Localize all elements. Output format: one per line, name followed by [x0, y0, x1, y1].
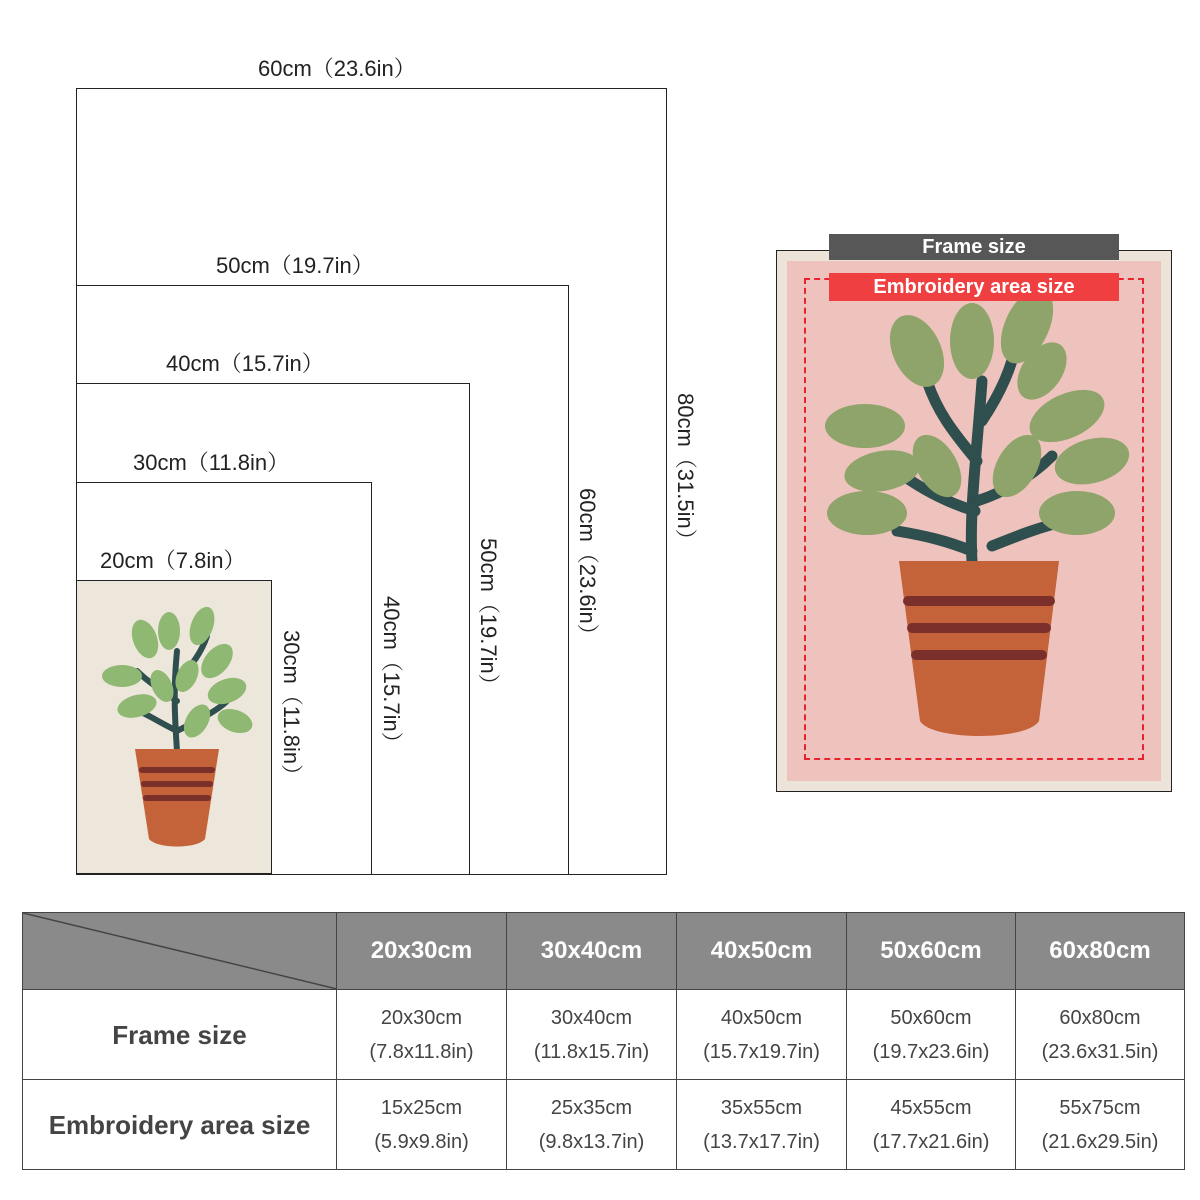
cell-in: (13.7x17.7in) — [703, 1130, 820, 1153]
frame-20x30-width-label: 20cm（7.8in） — [100, 548, 246, 573]
cell-cm: 55x75cm — [1059, 1096, 1141, 1119]
embroidery-area-size-tag: Embroidery area size — [829, 273, 1119, 301]
cell-in: (5.9x9.8in) — [374, 1130, 469, 1153]
row-label: Embroidery area size — [23, 1080, 337, 1170]
table-cell — [507, 990, 677, 1080]
plant-artwork-small — [77, 581, 272, 874]
cell-cm: 50x60cm — [890, 1006, 972, 1029]
cell-in: (21.6x29.5in) — [1041, 1130, 1159, 1153]
cell-cm: 40x50cm — [720, 1006, 803, 1029]
cell-in: (9.8x13.7in) — [538, 1130, 645, 1153]
frame-50x60-width-label: 50cm（19.7in） — [216, 253, 374, 278]
frame-40x50-width-label: 40cm（15.7in） — [166, 351, 324, 376]
table-cell — [677, 990, 847, 1080]
frame-60x80-height-label: 80cm（31.5in） — [673, 393, 698, 551]
table-header: 40x50cm — [677, 913, 847, 990]
cell-cm: 35x55cm — [720, 1096, 803, 1119]
table-cell — [337, 990, 507, 1080]
table-cell — [1016, 990, 1185, 1080]
table-header: 30x40cm — [507, 913, 677, 990]
cell-in: (15.7x19.7in) — [703, 1040, 820, 1063]
table-cell — [677, 1080, 847, 1170]
cell-in: (17.7x21.6in) — [872, 1130, 990, 1153]
table-header: 20x30cm — [337, 913, 507, 990]
frame-40x50-height-label: 50cm（19.7in） — [476, 538, 501, 696]
cell-cm: 25x35cm — [550, 1096, 633, 1119]
frame-60x80-width-label: 60cm（23.6in） — [258, 56, 416, 81]
table-header: 60x80cm — [1016, 913, 1185, 990]
table-header: 50x60cm — [847, 913, 1016, 990]
size-table — [22, 912, 1185, 1170]
cell-cm: 15x25cm — [380, 1096, 463, 1119]
table-row-frame-size — [23, 990, 1185, 1080]
frame-20x30-height-label: 30cm（11.8in） — [279, 630, 304, 787]
table-corner-cell — [23, 913, 337, 990]
cell-cm: 60x80cm — [1059, 1006, 1141, 1029]
frame-size-tag: Frame size — [829, 234, 1119, 260]
cell-cm: 30x40cm — [550, 1006, 633, 1029]
row-label: Frame size — [23, 990, 337, 1080]
table-cell — [847, 1080, 1016, 1170]
cell-in: (19.7x23.6in) — [872, 1040, 990, 1063]
cell-in: (11.8x15.7in) — [533, 1040, 650, 1063]
cell-cm: 20x30cm — [380, 1006, 463, 1029]
table-cell — [847, 990, 1016, 1080]
embroidery-area-outline — [804, 278, 1144, 760]
frame-50x60-height-label: 60cm（23.6in） — [575, 488, 600, 646]
frame-30x40-width-label: 30cm（11.8in） — [133, 450, 290, 475]
table-cell — [507, 1080, 677, 1170]
cell-in: (23.6x31.5in) — [1041, 1040, 1159, 1063]
table-cell — [337, 1080, 507, 1170]
frame-20x30-artwork — [76, 580, 272, 874]
cell-cm: 45x55cm — [890, 1096, 972, 1119]
cell-in: (7.8x11.8in) — [369, 1040, 474, 1063]
corner-diagonal-line — [23, 913, 337, 989]
frame-30x40-height-label: 40cm（15.7in） — [379, 596, 404, 754]
table-cell — [1016, 1080, 1185, 1170]
size-table-header-row — [23, 913, 1185, 990]
table-row-embroidery-area — [23, 1080, 1185, 1170]
